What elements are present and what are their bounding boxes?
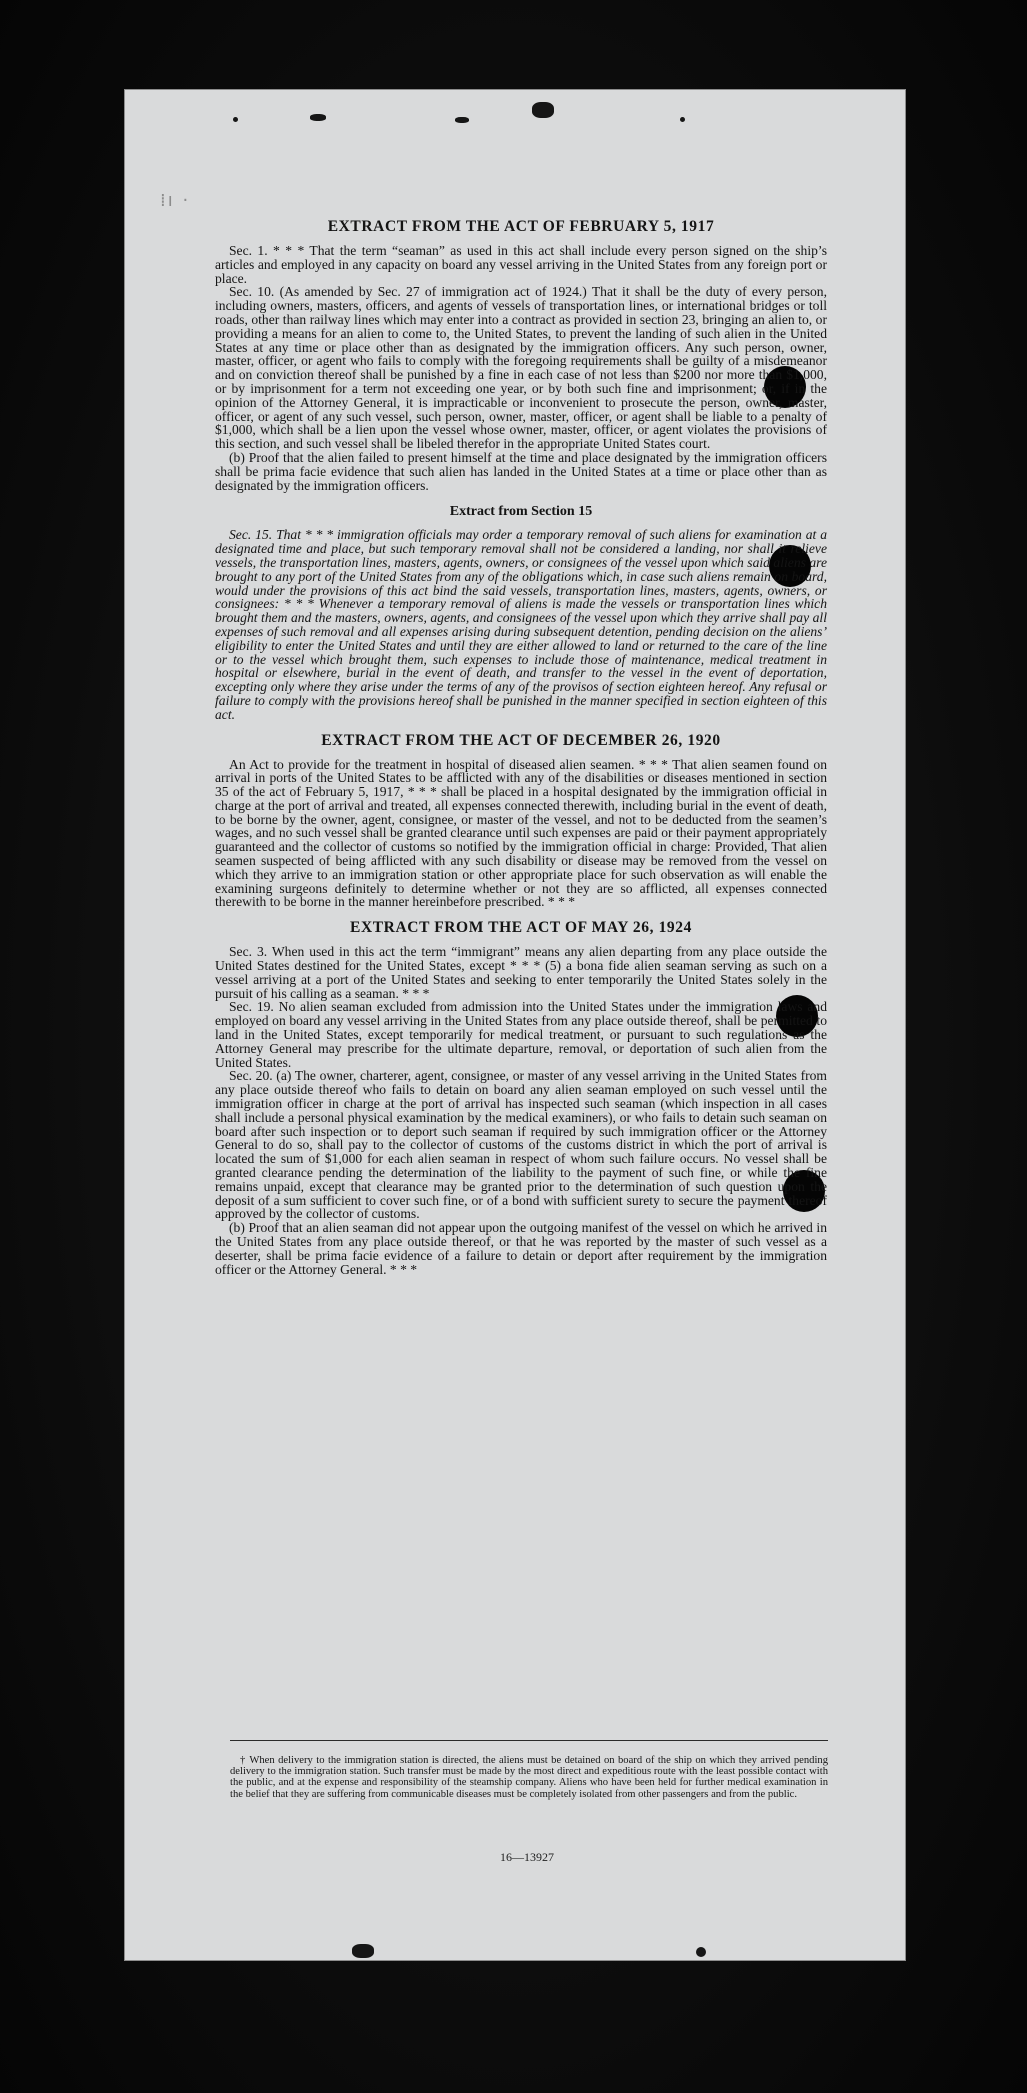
heading-act-1920: EXTRACT FROM THE ACT OF DECEMBER 26, 1920 <box>321 731 721 749</box>
scan-smudge <box>532 102 554 118</box>
paragraph-sec-1: Sec. 1. * * * That the term “seaman” as used in this act shall include every person signed on the ship’s articles and employed in any capacity on board any vessel arriving in the United States from any foreign port or place. <box>215 243 827 286</box>
heading-section-15: Extract from Section 15 <box>449 504 593 520</box>
footnote-divider <box>230 1740 828 1741</box>
scan-smudge <box>352 1944 374 1958</box>
paragraph-sec-20b: (b) Proof that an alien seaman did not appear upon the outgoing manifest of the vessel on which he arrived in the United States from any place outside thereof, or that he was reported by the master of such vessel as a deserter, shall be prima facie evidence of a failure to detain or deport after requirement by the immigration officer or the Attorney General. * * * <box>215 1220 827 1277</box>
footnote <box>230 1755 828 1800</box>
section-act-1917 <box>215 218 827 492</box>
heading-act-1924: EXTRACT FROM THE ACT OF MAY 26, 1924 <box>350 919 692 937</box>
paragraph-sec-20a: Sec. 20. (a) The owner, charterer, agent, consignee, or master of any vessel arriving in the United States from any place outside thereof who fails to detain on board any alien seaman employed on such vessel until the immigration officer in charge at the port of arrival has inspected such seaman (which inspection in all cases shall include a personal physical examination by the medical examiners), or who fails to detain such seaman on board after such inspection or to deport such seaman if required by such immigration officer or the Attorney General to do so, shall pay to the collector of customs of the customs district in which the port of arrival is located the sum of $1,000 for each alien seaman in respect of whom such failure occurs. No vessel shall be granted clearance pending the determination of the liability to the payment of such fine, or while the fine remains unpaid, except that clearance may be granted prior to the determination of such question upon the deposit of a sum sufficient to cover such fine, or of a bond with sufficient surety to secure the payment thereof approved by the collector of customs. <box>215 1068 827 1222</box>
form-number: 16—13927 <box>500 1850 554 1864</box>
paragraph-sec-15: Sec. 15. That * * * immigration officials may order a temporary removal of such aliens for examination at a designated time and place, but such temporary removal shall not be considered a landing, nor shall it relieve vessels, the transportation lines, masters, agents, owners, or consignees of the vessel upon which said aliens are brought to any port of the United States from any of the obligations which, in case such aliens remain on board, would under the provisions of this act bind the said vessels, transportation lines, masters, agents, owners, or consignees: * * * Whenever a temporary removal of aliens is made the vessels or transportation lines which brought them and the masters, owners, agents, and consignees of the vessel upon which they arrive shall pay all expenses of such removal and all expenses arising during subsequent detention, pending decision on the aliens’ eligibility to enter the United States and until they are either allowed to land or returned to the care of the line or to the vessel which brought them, such expenses to include those of maintenance, medical treatment in hospital or elsewhere, burial in the event of death, and transfer to the vessel in the event of deportation, excepting only where they arise under the terms of any of the provisos of section eighteen hereof. Any refusal or failure to comply with the provisions hereof shall be punished in the manner specified in section eighteen of this act. <box>215 527 827 722</box>
paragraph-sec-10b: (b) Proof that the alien failed to present himself at the time and place designated by the immigration officers shall be prima facie evidence that such alien has landed in the United States at a time or place other than as designated by the immigration officers. <box>215 449 827 493</box>
scan-smudge <box>680 117 685 122</box>
scan-smudge <box>455 117 469 123</box>
scan-smudge <box>233 117 238 122</box>
paragraph-sec-19: Sec. 19. No alien seaman excluded from admission into the United States under the immigration laws and employed on board any vessel arriving in the United States from any place outside thereof, shall be permitted to land in the United States, except temporarily for medical treatment, or pursuant to such regulations as the Attorney General may prescribe for the ultimate departure, removal, or deportation of such alien from the United States. <box>215 999 827 1070</box>
scan-smudge <box>696 1947 706 1957</box>
section-act-1920 <box>215 732 827 910</box>
faint-stamp-mark: ⁞ı · <box>160 190 191 211</box>
footnote-text: † When delivery to the immigration station is directed, the aliens must be detained on board of the ship on which they arrived pending delivery to the immigration station. Such transfer must be made by the most direct and expeditious route with the least possible contact with the public, and at the expense and responsibility of the steamship company. Aliens who have been held for further medical examination in the belief that they are suffering from communicable diseases must be completely isolated from other passengers and from the public. <box>230 1755 828 1800</box>
section-act-1924 <box>215 919 827 1276</box>
paragraph-act-1920: An Act to provide for the treatment in hospital of diseased alien seamen. * * * That alien seamen found on arrival in ports of the United States to be afflicted with any of the disabilities or diseases mentioned in section 35 of the act of February 5, 1917, * * * shall be placed in a hospital designated by the immigration official in charge at the port of arrival and treated, all expenses connected therewith, including burial in the event of death, to be borne by the owner, agent, consignee, or master of the vessel, and not to be deducted from the seamen’s wages, and no such vessel shall be granted clearance until such expenses are paid or their payment appropriately guaranteed and the collector of customs so notified by the immigration official in charge: Provided, That alien seamen suspected of being afflicted with any such disability or disease may be removed from the vessel on which they arrive to an immigration station or other appropriate place for such observation as will enable the examining surgeons definitely to determine whether or not they are so afflicted, all expenses connected therewith to be borne in the manner hereinbefore prescribed. * * * <box>215 756 827 910</box>
paragraph-sec-10: Sec. 10. (As amended by Sec. 27 of immigration act of 1924.) That it shall be the duty of every person, including owners, masters, officers, and agents of vessels of transportation lines, or international bridges or toll roads, other than railway lines which may enter into a contract as provided in section 23, bringing an alien to, or providing a means for an alien to come to, the United States, to prevent the landing of such alien in the United States at any time or place other than as designated by the immigration officers. Any such person, owner, master, officer, or agent who fails to comply with the foregoing requirements shall be guilty of a misdemeanor and on conviction thereof shall be punished by a fine in each case of not less than $200 nor more than $1,000, or by imprisonment for a term not exceeding one year, or by both such fine and imprisonment; or, if in the opinion of the Attorney General, it is impracticable or inconvenient to prosecute the person, owner, master, officer, or agent of any such vessel, such person, owner, master, officer, or agent shall be liable to a penalty of $1,000, which shall be a lien upon the vessel whose owner, master, officer, or agent violates the provisions of this section, and such vessel shall be libeled therefor in the appropriate United States court. <box>215 284 827 452</box>
heading-act-1917: EXTRACT FROM THE ACT OF FEBRUARY 5, 1917 <box>327 218 715 235</box>
paragraph-sec-3: Sec. 3. When used in this act the term “immigrant” means any alien departing from any place outside the United States destined for the United States, except * * * (5) a bona fide alien seaman serving as such on a vessel arriving at a port of the United States and seeking to enter temporarily the United States solely in the pursuit of his calling as a seaman. * * * <box>215 944 827 1001</box>
scan-smudge <box>310 114 326 121</box>
document-body <box>215 218 827 1286</box>
section-extract-15 <box>215 504 827 721</box>
